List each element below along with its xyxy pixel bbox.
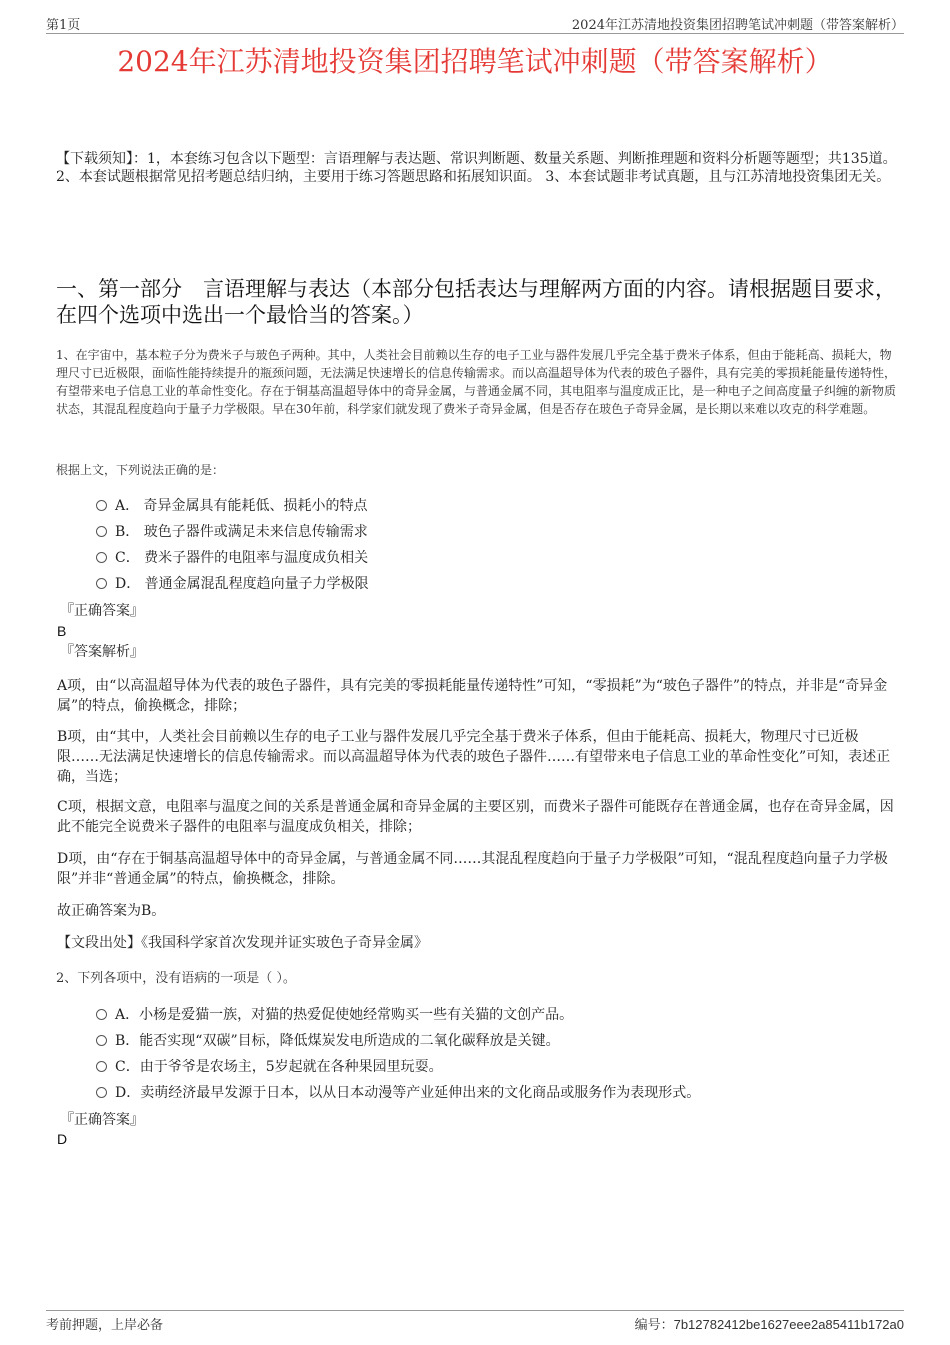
document-title: 2024年江苏清地投资集团招聘笔试冲刺题（带答案解析） <box>117 45 833 78</box>
q2-answer-label: 『正确答案』 <box>60 1112 144 1128</box>
radio-icon[interactable] <box>96 552 107 563</box>
q1-passage: 1、在宇宙中，基本粒子分为费米子与玻色子两种。其中，人类社会目前赖以生存的电子工业与器件发展几乎完全基于费米子体系，但由于能耗高、损耗大，物理尺寸已近极限，面临性能持续提升的瓶颈问题，无法满足快速增长的信息传输需求。而以高温超导体为代表的玻色子器件，具有完美的零损耗能量传递特性，有望带来电子信息工业的革命性变化。存在于铜基高温超导体中的奇异金属，与普通金属不同，其电阻率与温度成正比，是一种电子之间高度量子纠缠的新物质状态，其混乱程度趋向于量子力学极限。早在30年前，科学家们就发现了费米子奇异金属，但是否存在玻色子奇异金属，是长期以来难以攻克的科学难题。 <box>56 348 897 416</box>
q1-analysis-c: C项，根据文意，电阻率与温度之间的关系是普通金属和奇异金属的主要区别，而费米子器件可能既存在普通金属，也存在奇异金属，因此不能完全说费米子器件的电阻率与温度成负相关，排除； <box>57 799 894 835</box>
q2-option-d[interactable]: D．卖萌经济最早发源于日本，以从日本动漫等产业延伸出来的文化商品或服务作为表现形式。 <box>96 1084 700 1102</box>
q1-prompt: 根据上文，下列说法正确的是： <box>56 463 225 477</box>
q1-analysis-b: B项，由“其中，人类社会目前赖以生存的电子工业与器件发展几乎完全基于费米子体系，但由于能耗高、损耗大，物理尺寸已近极限……无法满足快速增长的信息传输需求。而以高温超导体为代表的玻色子器件……有望带来电子信息工业的革命性变化”可知，表述正确，当选； <box>57 729 891 785</box>
q1-analysis-a: A项，由“以高温超导体为代表的玻色子器件，具有完美的零损耗能量传递特性”可知，“零损耗”为“玻色子器件”的特点，并非是“奇异金属”的特点，偷换概念，排除； <box>57 678 888 714</box>
footer-code: 编号：7b12782412be1627eee2a85411b172a0 <box>634 1317 904 1333</box>
radio-icon[interactable] <box>96 1087 107 1098</box>
q2-option-b[interactable]: B．能否实现“双碳”目标，降低煤炭发电所造成的二氧化碳释放是关键。 <box>96 1032 560 1050</box>
section-heading: 一、第一部分 言语理解与表达（本部分包括表达与理解两方面的内容。请根据题目要求，在四个选项中选出一个最恰当的答案。） <box>56 277 896 327</box>
radio-icon[interactable] <box>96 1035 107 1046</box>
radio-icon[interactable] <box>96 500 107 511</box>
q2-option-a[interactable]: A．小杨是爱猫一族，对猫的热爱促使她经常购买一些有关猫的文创产品。 <box>96 1006 573 1024</box>
q1-answer: B <box>57 623 67 639</box>
q1-source: 【文段出处】《我国科学家首次发现并证实玻色子奇异金属》 <box>57 935 428 951</box>
footer-slogan: 考前押题，上岸必备 <box>46 1318 164 1333</box>
q2-prompt: 2、下列各项中，没有语病的一项是（ ）。 <box>56 971 296 986</box>
q2-option-c[interactable]: C．由于爷爷是农场主，5岁起就在各种果园里玩耍。 <box>96 1058 443 1076</box>
q1-option-a[interactable]: A． 奇异金属具有能耗低、损耗小的特点 <box>96 497 368 515</box>
download-notice: 【下载须知】：1，本套练习包含以下题型：言语理解与表达题、常识判断题、数量关系题、判断推理题和资料分析题等题型；共135道。 2、本套试题根据常见招考题总结归纳，主要用于练习答题思路和拓展知识面。 3、本套试题非考试真题，且与江苏清地投资集团无关。 <box>56 151 897 185</box>
q1-conclusion: 故正确答案为B。 <box>57 903 166 919</box>
radio-icon[interactable] <box>96 1009 107 1020</box>
q1-option-b[interactable]: B． 玻色子器件或满足未来信息传输需求 <box>96 523 368 541</box>
header-divider <box>46 33 904 34</box>
radio-icon[interactable] <box>96 1061 107 1072</box>
q1-option-c[interactable]: C． 费米子器件的电阻率与温度成负相关 <box>96 549 368 567</box>
q1-analysis-d: D项，由“存在于铜基高温超导体中的奇异金属，与普通金属不同……其混乱程度趋向于量子力学极限”可知，“混乱程度趋向量子力学极限”并非“普通金属”的特点，偷换概念，排除。 <box>57 851 888 887</box>
footer-divider <box>46 1310 904 1311</box>
radio-icon[interactable] <box>96 578 107 589</box>
q1-option-d[interactable]: D． 普通金属混乱程度趋向量子力学极限 <box>96 575 369 593</box>
q1-answer-label: 『正确答案』 <box>60 603 144 619</box>
running-title: 2024年江苏清地投资集团招聘笔试冲刺题（带答案解析） <box>571 18 904 33</box>
q1-analysis-label: 『答案解析』 <box>60 644 144 660</box>
page-number: 第1页 <box>46 18 81 33</box>
radio-icon[interactable] <box>96 526 107 537</box>
q2-answer: D <box>57 1131 68 1147</box>
